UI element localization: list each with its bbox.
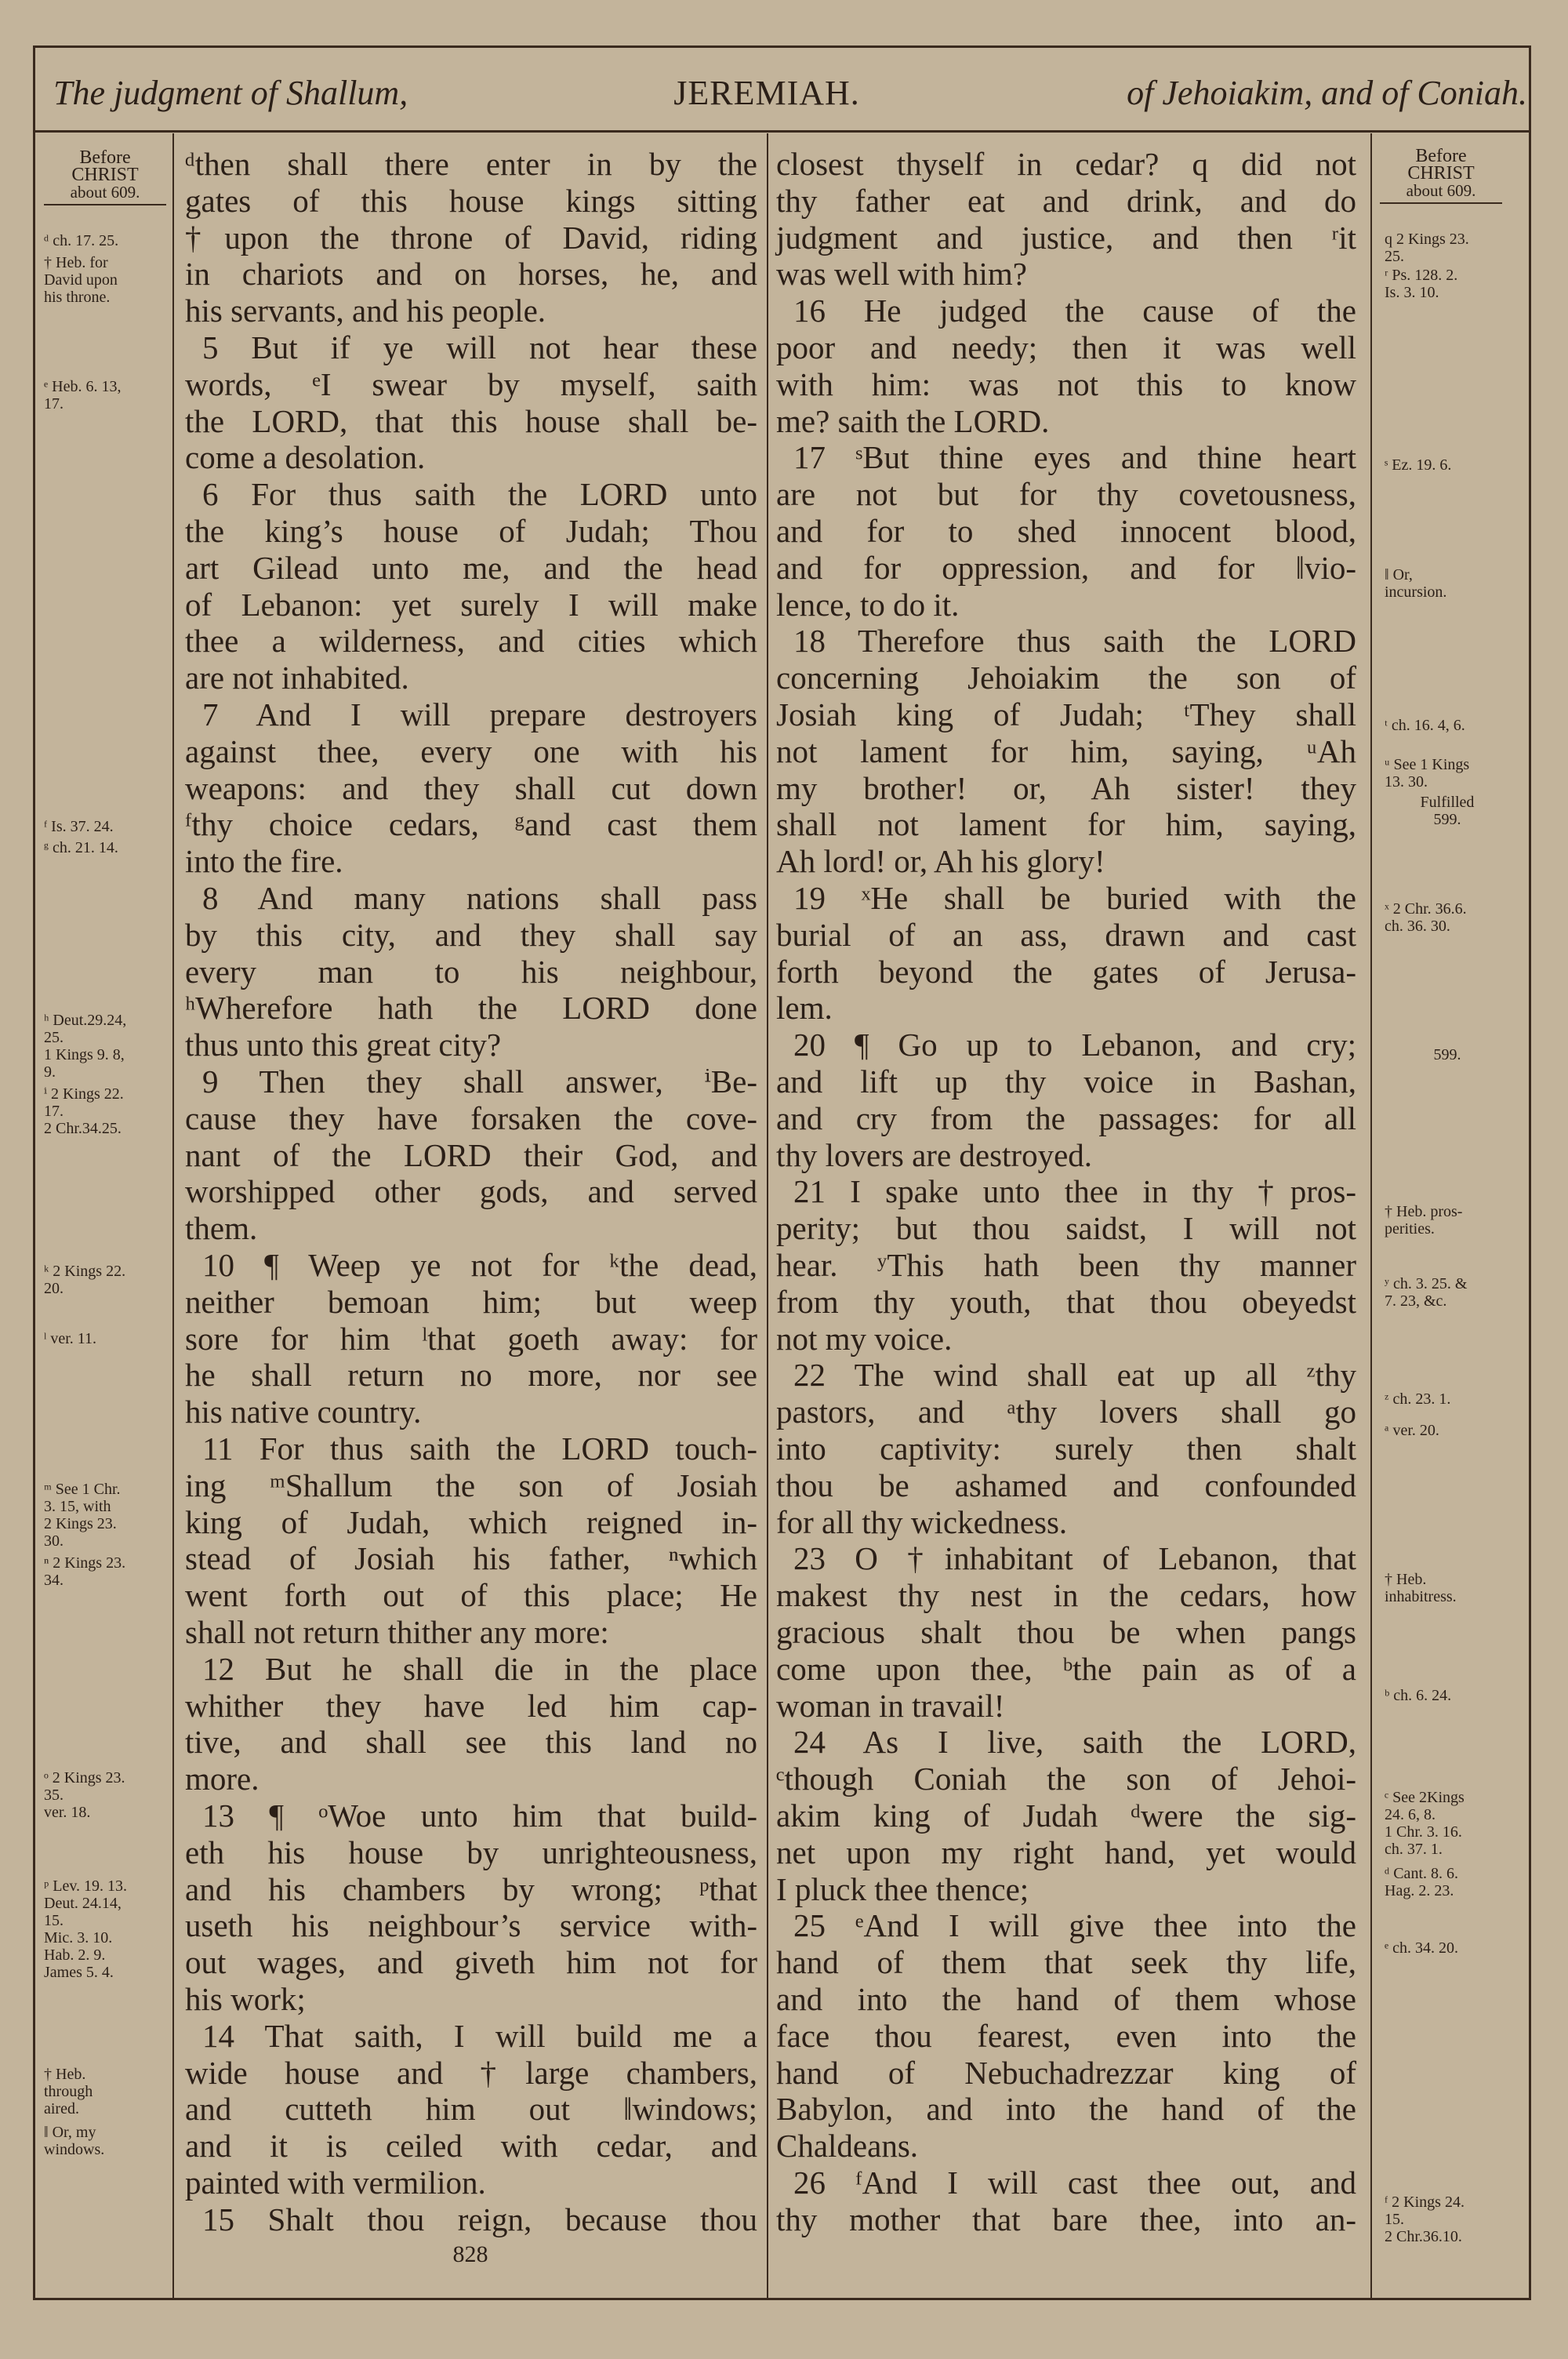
- text-line: 5 But if ye will not hear these: [202, 329, 757, 365]
- text-line: against thee, every one with his: [185, 732, 757, 769]
- cross-reference-note: ʰ Deut.29.24, 25. 1 Kings 9. 8, 9.: [44, 1012, 127, 1081]
- cross-reference-note: † Heb. inhabitress.: [1385, 1571, 1457, 1605]
- cross-reference-note: ᵈ ch. 17. 25.: [44, 232, 119, 249]
- running-head-right: of Jehoiakim, and of Coniah.: [1127, 74, 1527, 112]
- text-line: net upon my right hand, yet would: [776, 1834, 1356, 1870]
- text-line: of Lebanon: yet surely I will make: [185, 586, 757, 623]
- cross-reference-note: ᵈ Cant. 8. 6. Hag. 2. 23.: [1385, 1865, 1458, 1899]
- text-line: concerning Jehoiakim the son of: [776, 660, 1356, 696]
- text-line: not my voice.: [776, 1320, 953, 1357]
- cross-reference-note: ᵖ Lev. 19. 13. Deut. 24.14, 15. Mic. 3. 10. Hab. 2. 9. James 5. 4.: [44, 1877, 128, 1981]
- text-line: ʰWherefore hath the LORD done: [185, 990, 757, 1027]
- text-line: thus unto this great city?: [185, 1027, 502, 1063]
- before-label: Before: [79, 147, 131, 168]
- text-line: not lament for him, saying, ᵘAh: [776, 732, 1356, 769]
- text-line: art Gilead unto me, and the head: [185, 549, 757, 586]
- text-line: and cry from the passages: for all: [776, 1100, 1356, 1136]
- text-line: 22 The wind shall eat up all ᶻthy: [793, 1357, 1356, 1394]
- text-line: and his chambers by wrong; ᵖthat: [185, 1870, 757, 1907]
- cross-reference-note: † Heb. pros- perities.: [1385, 1203, 1463, 1238]
- text-line: and into the hand of them whose: [776, 1981, 1356, 2017]
- text-line: 18 Therefore thus saith the LORD: [793, 623, 1356, 660]
- text-line: I pluck thee thence;: [776, 1870, 1029, 1907]
- text-line: thy father eat and drink, and do: [776, 182, 1356, 219]
- text-line: ᶜthough Coniah the son of Jehoi-: [776, 1761, 1356, 1797]
- text-line: Ah lord! or, Ah his glory!: [776, 843, 1105, 880]
- before-label: Before: [1415, 146, 1467, 166]
- text-line: went forth out of this place; He: [185, 1577, 757, 1614]
- text-line: was well with him?: [776, 256, 1027, 293]
- text-line: hand of Nebuchadrezzar king of: [776, 2054, 1356, 2091]
- text-line: wide house and †large chambers,: [185, 2054, 757, 2091]
- text-line: every man to his neighbour,: [185, 953, 757, 990]
- text-line: his work;: [185, 1981, 306, 2017]
- text-line: thy lovers are destroyed.: [776, 1136, 1093, 1173]
- text-line: come upon thee, ᵇthe pain as of a: [776, 1650, 1356, 1687]
- text-line: Josiah king of Judah; ᵗThey shall: [776, 696, 1356, 732]
- left-margin-divider: [172, 133, 174, 2300]
- text-line: he shall return no more, nor see: [185, 1357, 757, 1394]
- text-line: king of Judah, which reigned in-: [185, 1503, 757, 1540]
- text-line: come a desolation.: [185, 439, 426, 476]
- cross-reference-note: ᵉ Heb. 6. 13, 17.: [44, 378, 122, 413]
- text-line: and for oppression, and for ‖vio-: [776, 549, 1356, 586]
- text-line: and it is ceiled with cedar, and: [185, 2128, 757, 2165]
- text-line: cause they have forsaken the cove-: [185, 1100, 757, 1136]
- cross-reference-note: ˣ 2 Chr. 36.6. ch. 36. 30.: [1385, 900, 1467, 935]
- right-margin-divider: [1370, 133, 1372, 2300]
- text-line: ing ᵐShallum the son of Josiah: [185, 1467, 757, 1503]
- text-line: 12 But he shall die in the place: [202, 1650, 757, 1687]
- christ-label: CHRIST: [1407, 163, 1475, 184]
- text-line: thy mother that bare thee, into an-: [776, 2201, 1356, 2237]
- text-line: perity; but thou saidst, I will not: [776, 1210, 1356, 1247]
- text-line: makest thy nest in the cedars, how: [776, 1577, 1356, 1614]
- text-line: from thy youth, that thou obeyedst: [776, 1283, 1356, 1320]
- text-line: more.: [185, 1761, 260, 1797]
- cross-reference-note: ᶻ ch. 23. 1.: [1385, 1390, 1451, 1408]
- text-line: my brother! or, Ah sister! they: [776, 769, 1356, 806]
- text-line: his native country.: [185, 1394, 422, 1430]
- text-line: 24 As I live, saith the LORD,: [793, 1724, 1356, 1761]
- text-line: by this city, and they shall say: [185, 916, 757, 953]
- running-head-left: The judgment of Shallum,: [53, 74, 408, 112]
- text-line: ᵈthen shall there enter in by the: [185, 146, 757, 182]
- header-rule: [33, 130, 1531, 133]
- column-divider: [767, 133, 768, 2300]
- cross-reference-note: ⁿ 2 Kings 23. 34.: [44, 1554, 126, 1589]
- text-line: ᶠthy choice cedars, ᵍand cast them: [185, 806, 757, 843]
- text-line: are not but for thy covetousness,: [776, 476, 1356, 513]
- text-line: and for to shed innocent blood,: [776, 513, 1356, 549]
- text-line: 23 O †inhabitant of Lebanon, that: [793, 1540, 1356, 1577]
- text-line: face thou fearest, even into the: [776, 2017, 1356, 2054]
- text-line: 6 For thus saith the LORD unto: [202, 476, 757, 513]
- text-line: are not inhabited.: [185, 660, 409, 696]
- text-line: the LORD, that this house shall be-: [185, 402, 757, 439]
- text-line: woman in travail!: [776, 1687, 1005, 1724]
- text-line: closest thyself in cedar? q did not: [776, 146, 1356, 182]
- text-line: 7 And I will prepare destroyers: [202, 696, 757, 732]
- cross-reference-note: q 2 Kings 23. 25.: [1385, 231, 1469, 265]
- text-line: worshipped other gods, and served: [185, 1173, 757, 1210]
- text-line: 21 I spake unto thee in thy †pros-: [793, 1173, 1356, 1210]
- cross-reference-note: ‖ Or, incursion.: [1385, 566, 1447, 601]
- text-line: 19 ˣHe shall be buried with the: [793, 880, 1356, 916]
- text-line: the king’s house of Judah; Thou: [185, 513, 757, 549]
- right-before-christ: [1380, 147, 1502, 204]
- text-line: stead of Josiah his father, ⁿwhich: [185, 1540, 757, 1577]
- cross-reference-note: ᵃ ver. 20.: [1385, 1422, 1439, 1439]
- text-line: me? saith the LORD.: [776, 402, 1050, 439]
- text-line: 11 For thus saith the LORD touch-: [202, 1430, 757, 1467]
- cross-reference-note: ‖ Or, my windows.: [44, 2124, 105, 2158]
- cross-reference-note: ᶠ 2 Kings 24. 15. 2 Chr.36.10.: [1385, 2194, 1465, 2245]
- cross-reference-note: ˢ Ez. 19. 6.: [1385, 456, 1452, 474]
- text-line: eth his house by unrighteousness,: [185, 1834, 757, 1870]
- cross-reference-note: ᵒ 2 Kings 23. 35. ver. 18.: [44, 1769, 125, 1821]
- text-line: pastors, and ᵃthy lovers shall go: [776, 1394, 1356, 1430]
- text-line: burial of an ass, drawn and cast: [776, 916, 1356, 953]
- christ-label: CHRIST: [71, 165, 139, 185]
- cross-reference-note: ᵍ ch. 21. 14.: [44, 839, 118, 856]
- text-line: gracious shalt thou be when pangs: [776, 1614, 1356, 1650]
- cross-reference-note: ᵇ ch. 6. 24.: [1385, 1687, 1452, 1704]
- running-head-book: JEREMIAH.: [673, 74, 860, 112]
- text-line: hand of them that seek thy life,: [776, 1944, 1356, 1981]
- text-line: and lift up thy voice in Bashan,: [776, 1063, 1356, 1100]
- cross-reference-note: † Heb. through aired.: [44, 2066, 93, 2117]
- text-line: judgment and justice, and then ʳit: [776, 219, 1356, 256]
- cross-reference-note: ᶠ Is. 37. 24.: [44, 818, 114, 835]
- text-line: nant of the LORD their God, and: [185, 1136, 757, 1173]
- text-line: 15 Shalt thou reign, because thou: [202, 2201, 757, 2237]
- text-line: lence, to do it.: [776, 586, 960, 623]
- text-line: akim king of Judah ᵈwere the sig-: [776, 1797, 1356, 1834]
- text-line: 25 ᵉAnd I will give thee into the: [793, 1907, 1356, 1944]
- cross-reference-note: ᵏ 2 Kings 22. 20.: [44, 1263, 126, 1297]
- text-line: words, ᵉI swear by myself, saith: [185, 365, 757, 402]
- text-line: useth his neighbour’s service with-: [185, 1907, 757, 1944]
- text-line: whither they have led him cap-: [185, 1687, 757, 1724]
- text-line: 20 ¶ Go up to Lebanon, and cry;: [793, 1027, 1356, 1063]
- cross-reference-note: ᵗ ch. 16. 4, 6.: [1385, 717, 1465, 734]
- text-line: in chariots and on horses, he, and: [185, 256, 757, 293]
- date-label: about 609.: [1380, 182, 1502, 204]
- text-line: 17 ˢBut thine eyes and thine heart: [793, 439, 1356, 476]
- text-line: Chaldeans.: [776, 2128, 919, 2165]
- text-line: neither bemoan him; but weep: [185, 1283, 757, 1320]
- text-line: them.: [185, 1210, 258, 1247]
- cross-reference-note: ᵘ See 1 Kings 13. 30.: [1385, 756, 1470, 791]
- text-line: shall not lament for him, saying,: [776, 806, 1356, 843]
- cross-reference-note: Fulfilled 599.: [1420, 794, 1475, 828]
- text-line: gates of this house kings sitting: [185, 182, 757, 219]
- cross-reference-note: ˡ ver. 11.: [44, 1330, 97, 1347]
- text-line: out wages, and giveth him not for: [185, 1944, 757, 1981]
- date-label: about 609.: [44, 184, 166, 205]
- cross-reference-note: ⁱ 2 Kings 22. 17. 2 Chr.34.25.: [44, 1085, 124, 1137]
- cross-reference-note: ʳ Ps. 128. 2. Is. 3. 10.: [1385, 267, 1458, 301]
- text-line: poor and needy; then it was well: [776, 329, 1356, 365]
- text-line: tive, and shall see this land no: [185, 1724, 757, 1761]
- text-line: 9 Then they shall answer, ⁱBe-: [202, 1063, 757, 1100]
- cross-reference-note: ᵉ ch. 34. 20.: [1385, 1939, 1459, 1957]
- text-line: thou be ashamed and confounded: [776, 1467, 1356, 1503]
- text-line: shall not return thither any more:: [185, 1614, 609, 1650]
- text-line: and cutteth him out ‖windows;: [185, 2091, 757, 2128]
- text-line: lem.: [776, 990, 833, 1027]
- text-line: sore for him ˡthat goeth away: for: [185, 1320, 757, 1357]
- text-line: his servants, and his people.: [185, 293, 546, 329]
- text-line: Babylon, and into the hand of the: [776, 2091, 1356, 2128]
- text-line: thee a wilderness, and cities which: [185, 623, 757, 660]
- text-line: for all thy wickedness.: [776, 1503, 1068, 1540]
- text-line: forth beyond the gates of Jerusa-: [776, 953, 1356, 990]
- text-line: 14 That saith, I will build me a: [202, 2017, 757, 2054]
- text-line: hear. ʸThis hath been thy manner: [776, 1247, 1356, 1283]
- text-line: painted with vermilion.: [185, 2165, 486, 2201]
- cross-reference-note: † Heb. for David upon his throne.: [44, 254, 118, 306]
- text-line: 26 ᶠAnd I will cast thee out, and: [793, 2165, 1356, 2201]
- cross-reference-note: ʸ ch. 3. 25. & 7. 23, &c.: [1385, 1275, 1468, 1310]
- text-line: 13 ¶ ᵒWoe unto him that build-: [202, 1797, 757, 1834]
- cross-reference-note: ᶜ See 2Kings 24. 6, 8. 1 Chr. 3. 16. ch. 37. 1.: [1385, 1789, 1465, 1858]
- left-before-christ: [44, 149, 166, 205]
- text-line: 10 ¶ Weep ye not for ᵏthe dead,: [202, 1247, 757, 1283]
- text-line: weapons: and they shall cut down: [185, 769, 757, 806]
- page-number: 828: [452, 2241, 488, 2267]
- cross-reference-note: ᵐ See 1 Chr. 3. 15, with 2 Kings 23. 30.: [44, 1481, 121, 1550]
- text-line: 16 He judged the cause of the: [793, 293, 1356, 329]
- text-line: into the fire.: [185, 843, 343, 880]
- text-line: †upon the throne of David, riding: [185, 219, 757, 256]
- text-line: with him: was not this to know: [776, 365, 1356, 402]
- cross-reference-note: 599.: [1433, 1046, 1461, 1063]
- text-line: 8 And many nations shall pass: [202, 880, 757, 916]
- text-line: into captivity: surely then shalt: [776, 1430, 1356, 1467]
